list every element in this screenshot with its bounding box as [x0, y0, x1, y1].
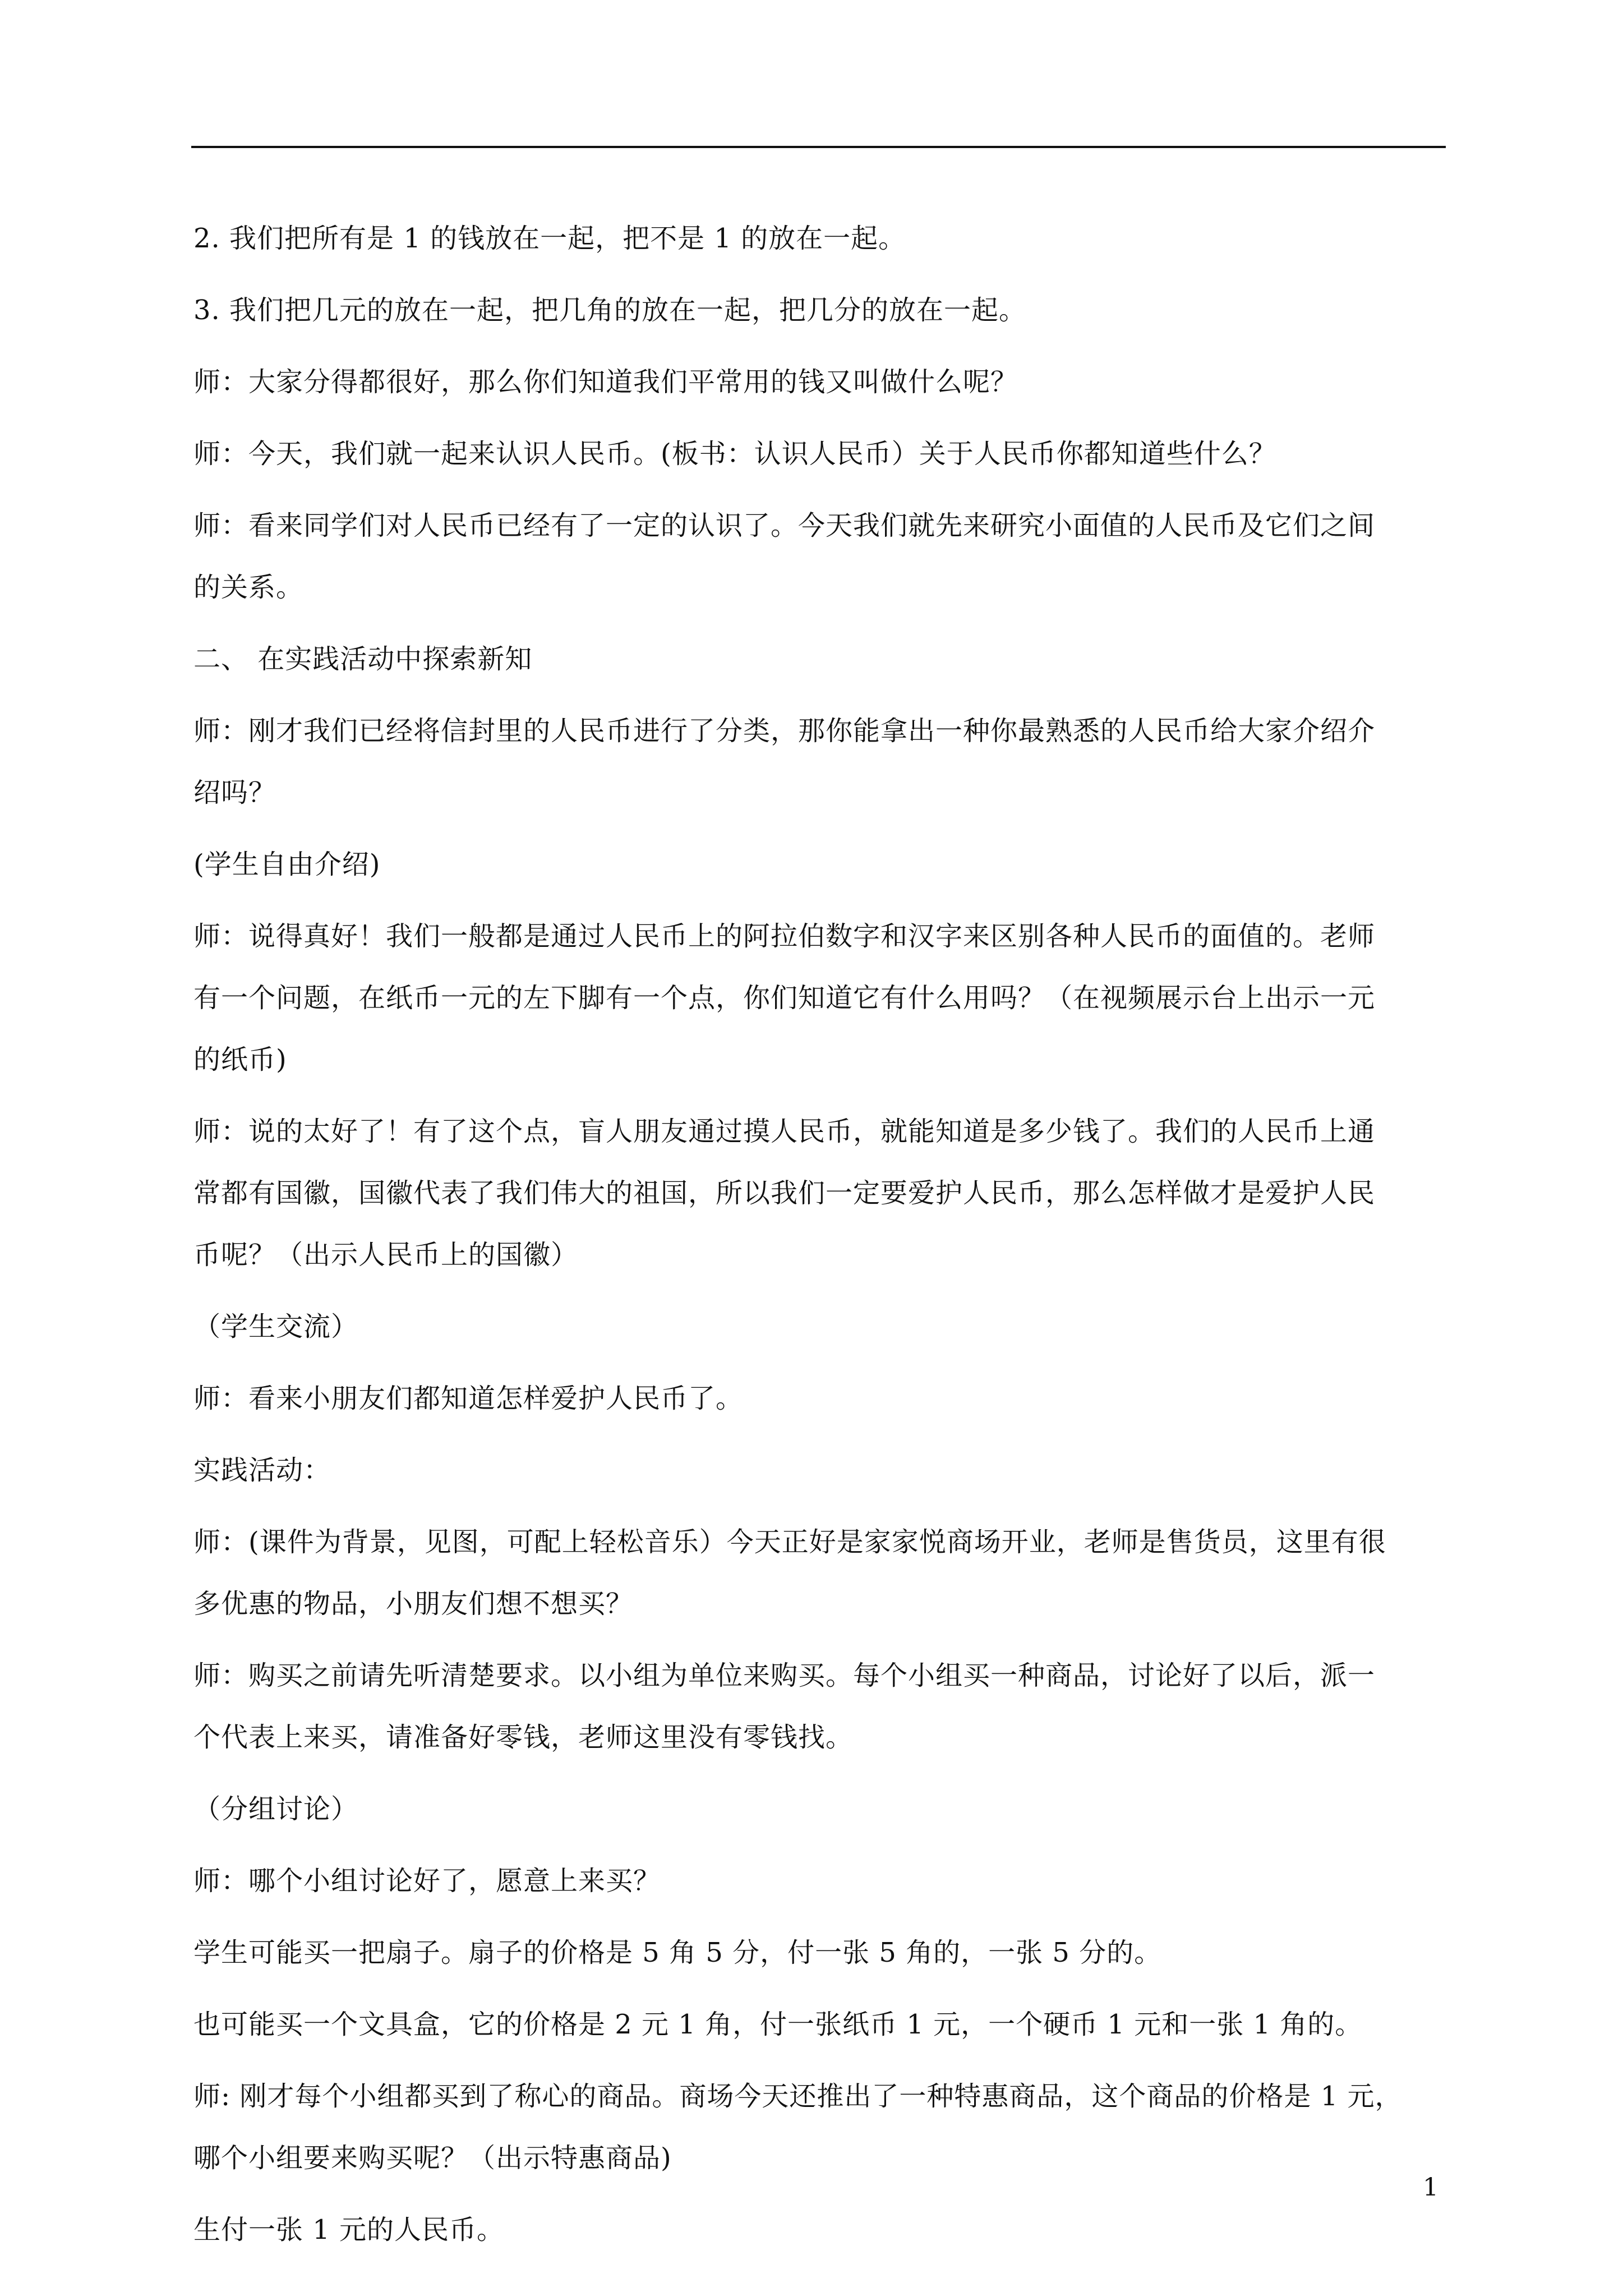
- text-line: 3. 我们把几元的放在一起，把几角的放在一起，把几分的放在一起。: [193, 295, 1027, 326]
- paragraph-gap: [193, 1984, 1450, 1994]
- header-rule: [191, 146, 1446, 148]
- paragraph: [193, 1368, 1450, 1429]
- text-line: 实践活动：: [193, 1455, 331, 1486]
- text-line: 师：(课件为背景，见图，可配上轻松音乐）今天正好是家家悦商场开业，老师是售货员，这里有很: [193, 1526, 1386, 1558]
- paragraph-gap: [193, 1840, 1450, 1850]
- paragraph: [193, 1994, 1450, 2055]
- text-line: 也可能买一个文具盒，它的价格是 2 元 1 角，付一张纸币 1 元，一个硬币 1 元和一张 1 角的。: [193, 2009, 1363, 2040]
- paragraph-gap: [193, 1768, 1450, 1778]
- paragraph: [193, 423, 1450, 485]
- paragraph: [193, 700, 1450, 823]
- text-line: 师：说得真好！我们一般都是通过人民币上的阿拉伯数字和汉字来区别各种人民币的面值的。老师: [193, 921, 1376, 952]
- paragraph: [193, 2199, 1450, 2261]
- text-line: 师：看来同学们对人民币已经有了一定的认识了。今天我们就先来研究小面值的人民币及它们之间: [193, 510, 1376, 541]
- paragraph: [193, 495, 1450, 618]
- text-line: 师：哪个小组讨论好了，愿意上来买？: [193, 1865, 661, 1897]
- text-line: 师: 刚才每个小组都买到了称心的商品。商场今天还推出了一种特惠商品，这个商品的价格是 1 元，: [193, 2081, 1403, 2112]
- paragraph-gap: [193, 618, 1450, 628]
- text-line: 师：今天，我们就一起来认识人民币。(板书：认识人民币）关于人民币你都知道些什么？: [193, 438, 1276, 470]
- text-line: 2. 我们把所有是 1 的钱放在一起，把不是 1 的放在一起。: [193, 223, 906, 254]
- text-line: 绍吗？: [193, 777, 276, 808]
- paragraph: [193, 1778, 1450, 1840]
- paragraph: [193, 1101, 1450, 1286]
- paragraph-gap: [193, 413, 1450, 423]
- paragraph: [193, 1850, 1450, 1912]
- paragraph-gap: [193, 1501, 1450, 1511]
- text-line: 的关系。: [193, 572, 304, 603]
- paragraph-gap: [193, 1429, 1450, 1439]
- text-line: 哪个小组要来购买呢？（出示特惠商品): [193, 2142, 672, 2174]
- text-line: （学生交流）: [193, 1311, 359, 1342]
- text-line: 师：大家分得都很好，那么你们知道我们平常用的钱又叫做什么呢？: [193, 366, 1018, 398]
- text-line: 有一个问题，在纸币一元的左下脚有一个点，你们知道它有什么用吗？（在视频展示台上出示一元: [193, 982, 1376, 1014]
- text-line: 师：刚才我们已经将信封里的人民币进行了分类，那你能拿出一种你最熟悉的人民币给大家介绍介: [193, 715, 1376, 747]
- paragraph: [193, 1511, 1450, 1635]
- paragraph-gap: [193, 485, 1450, 495]
- paragraph: [193, 208, 1450, 269]
- paragraph: [193, 1296, 1450, 1358]
- paragraph: [193, 1922, 1450, 1984]
- paragraph: [193, 1645, 1450, 1768]
- text-line: 币呢？（出示人民币上的国徽）: [193, 1239, 579, 1271]
- text-line: 学生可能买一把扇子。扇子的价格是 5 角 5 分，付一张 5 角的，一张 5 分的。: [193, 1937, 1162, 1968]
- paragraph: [193, 905, 1450, 1091]
- paragraph: [193, 628, 1450, 690]
- paragraph-gap: [193, 1635, 1450, 1645]
- page-number: 1: [1423, 2173, 1438, 2202]
- paragraph-gap: [193, 341, 1450, 351]
- text-line: 常都有国徽，国徽代表了我们伟大的祖国，所以我们一定要爱护人民币，那么怎样做才是爱护人民: [193, 1177, 1376, 1209]
- text-line: 多优惠的物品，小朋友们想不想买？: [193, 1588, 634, 1619]
- text-line: 二、 在实践活动中探索新知: [193, 643, 533, 675]
- text-line: (学生自由介绍): [193, 849, 381, 880]
- text-line: 师：说的太好了！有了这个点，盲人朋友通过摸人民币，就能知道是多少钱了。我们的人民币上通: [193, 1116, 1376, 1147]
- text-line: 个代表上来买，请准备好零钱，老师这里没有零钱找。: [193, 1722, 854, 1753]
- paragraph: [193, 2065, 1450, 2189]
- paragraph: [193, 1439, 1450, 1501]
- paragraph: [193, 351, 1450, 413]
- text-line: 的纸币): [193, 1044, 287, 1075]
- paragraph-gap: [193, 2189, 1450, 2199]
- document-body: [193, 208, 1450, 2261]
- text-line: （分组讨论）: [193, 1793, 359, 1825]
- text-line: 师：购买之前请先听清楚要求。以小组为单位来购买。每个小组买一种商品，讨论好了以后，派一: [193, 1660, 1376, 1691]
- paragraph: [193, 279, 1450, 341]
- paragraph-gap: [193, 2055, 1450, 2065]
- text-line: 师：看来小朋友们都知道怎样爱护人民币了。: [193, 1383, 744, 1414]
- paragraph-gap: [193, 823, 1450, 834]
- paragraph-gap: [193, 895, 1450, 905]
- paragraph-gap: [193, 269, 1450, 279]
- paragraph-gap: [193, 1358, 1450, 1368]
- paragraph-gap: [193, 690, 1450, 700]
- paragraph-gap: [193, 1091, 1450, 1101]
- paragraph: [193, 834, 1450, 895]
- text-line: 生付一张 1 元的人民币。: [193, 2214, 505, 2246]
- paragraph-gap: [193, 1912, 1450, 1922]
- paragraph-gap: [193, 1286, 1450, 1296]
